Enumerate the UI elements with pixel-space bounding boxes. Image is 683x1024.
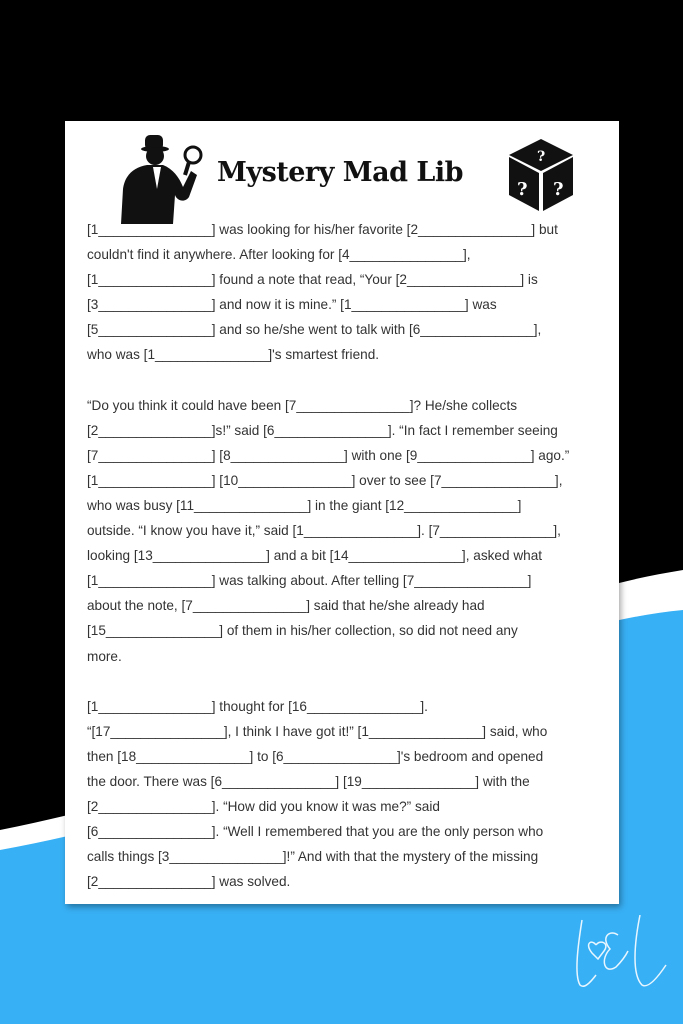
text-line: who was busy [11_______________] in the giant [12_______________] <box>87 498 522 513</box>
text-line: who was [1_______________]'s smartest friend. <box>87 347 380 362</box>
mad-lib-sheet <box>65 121 619 904</box>
text-line: calls things [3_______________]!” And with that the mystery of the missing <box>87 849 539 864</box>
text-line: couldn't find it anywhere. After looking for [4_______________], <box>87 247 471 262</box>
text-line: [1_______________] [10_______________] over to see [7_______________], <box>87 473 563 488</box>
svg-text:?: ? <box>537 149 546 165</box>
text-line: “[17_______________], I think I have got it!” [1_______________] said, who <box>87 724 548 739</box>
text-line: then [18_______________] to [6_______________]'s bedroom and opened <box>87 749 544 764</box>
text-line: [3_______________] and now it is mine.” [1_______________] was <box>87 297 497 312</box>
text-line: about the note, [7_______________] said that he/she already had <box>87 598 485 613</box>
svg-text:?: ? <box>553 179 564 200</box>
page-title: Mystery Mad Lib <box>217 157 464 188</box>
text-line: [1_______________] was looking for his/her favorite [2_______________] but <box>87 222 558 237</box>
text-line: [2_______________]s!” said [6_______________]. “In fact I remember seeing <box>87 423 558 438</box>
text-line: [5_______________] and so he/she went to talk with [6_______________], <box>87 322 542 337</box>
text-line: [7_______________] [8_______________] with one [9_______________] ago.” <box>87 448 570 463</box>
text-line: [15_______________] of them in his/her collection, so did not need any <box>87 623 518 638</box>
text-line: [1_______________] was talking about. After telling [7_______________] <box>87 573 532 588</box>
text-line: [1_______________] thought for [16_______________]. <box>87 699 428 714</box>
svg-text:?: ? <box>517 179 528 200</box>
text-line: [6_______________]. “Well I remembered that you are the only person who <box>87 824 544 839</box>
text-line: looking [13_______________] and a bit [14_______________], asked what <box>87 548 543 563</box>
text-line: the door. There was [6_______________] [19_______________] with the <box>87 774 530 789</box>
text-line: [2_______________]. “How did you know it was me?” said <box>87 799 440 814</box>
text-line: [2_______________] was solved. <box>87 874 291 889</box>
brand-logo-icon <box>570 915 670 995</box>
text-line: outside. “I know you have it,” said [1_______________]. [7_______________], <box>87 523 561 538</box>
mystery-dice-icon <box>507 137 575 213</box>
text-line: “Do you think it could have been [7_______________]? He/she collects <box>87 398 518 413</box>
detective-silhouette-icon <box>117 129 207 224</box>
text-line: [1_______________] found a note that read, “Your [2_______________] is <box>87 272 538 287</box>
text-line: more. <box>87 649 122 664</box>
